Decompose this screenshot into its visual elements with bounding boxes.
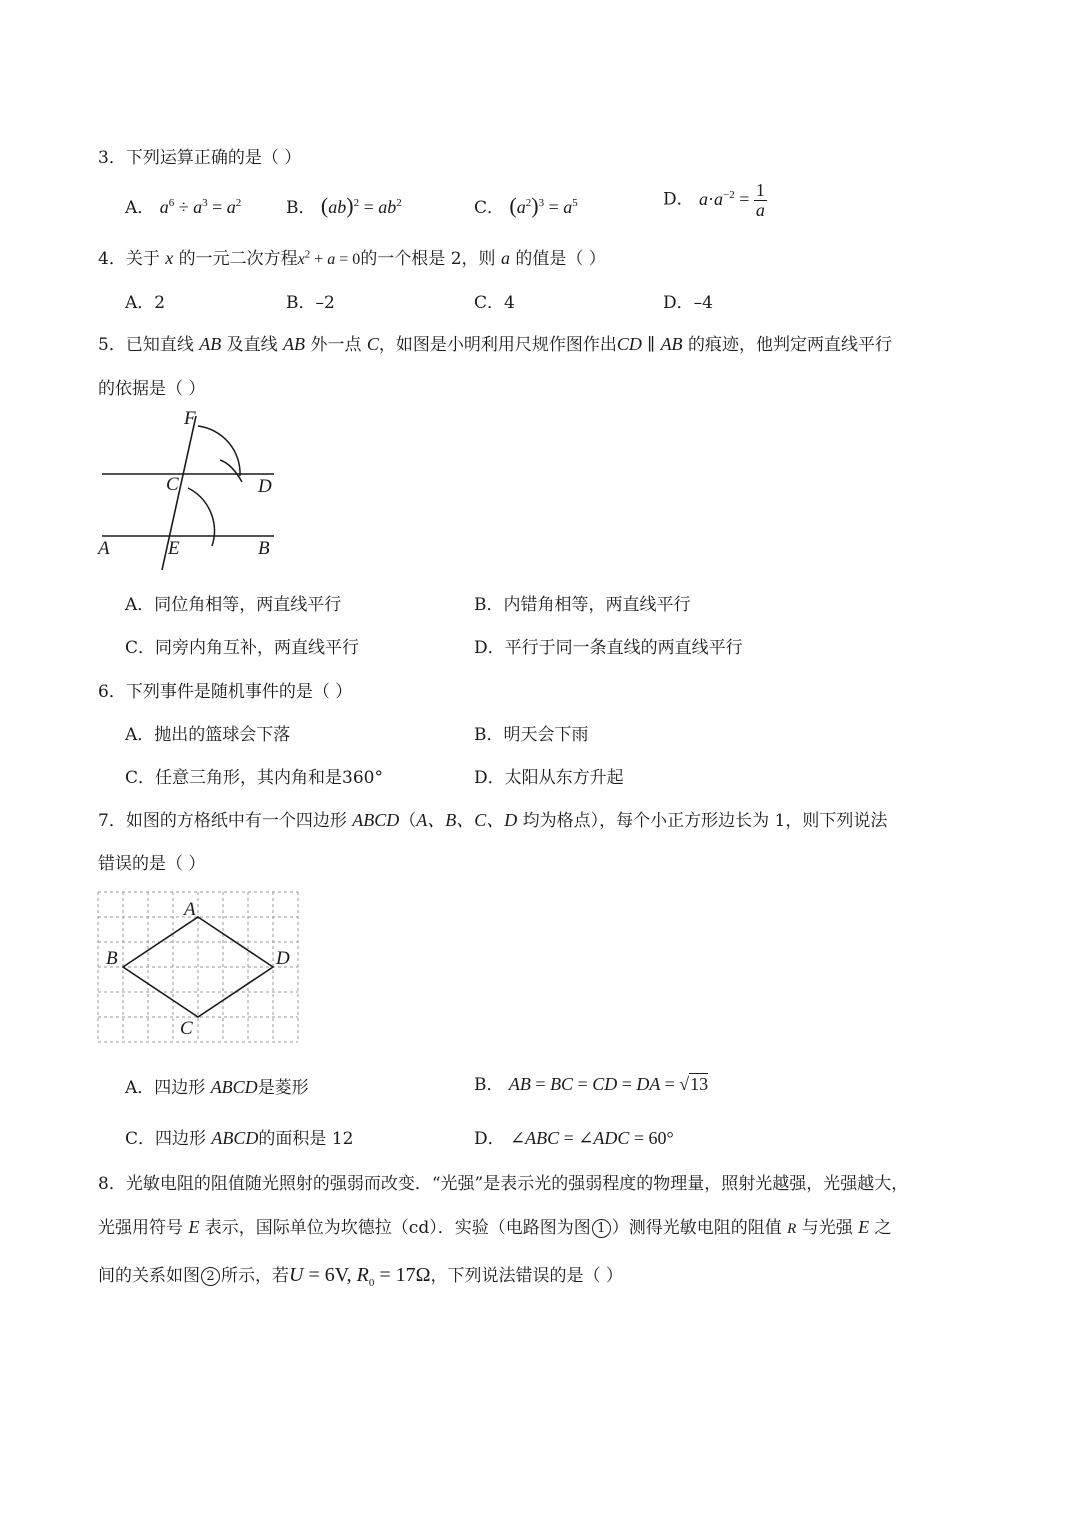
q8-circled-2: 2 — [201, 1267, 220, 1286]
q3-option-d-label: D． — [663, 189, 694, 210]
q5-option-d: D．平行于同一条直线的两直线平行 — [474, 638, 743, 658]
q3-option-b — [286, 193, 402, 219]
q7-option-a-text-2: 是菱形 — [257, 1078, 309, 1098]
q3-option-c — [474, 193, 578, 219]
q5-stem-line1 — [98, 330, 892, 355]
q3-option-b-expr: $(ab)^2 = ab^2$ — [320, 193, 402, 218]
q4-option-d: D．–4 — [663, 293, 713, 313]
q3-stem: 3．下列运算正确的是（ ） — [98, 148, 302, 168]
q7-stem-line2: 错误的是（ ） — [98, 854, 206, 874]
q8-text-1: 光强用符号 — [98, 1218, 189, 1238]
q7-option-c-text-2: 的面积是 12 — [258, 1129, 354, 1149]
fraction-one-over-a: $\frac{1}{a}$ — [755, 180, 765, 220]
q6-stem: 6．下列事件是随机事件的是（ ） — [98, 682, 353, 702]
q4-var-x: x — [165, 248, 174, 268]
q4-text-4: 的值是（ ） — [509, 249, 606, 269]
q3-option-c-expr: $(a^2)^3 = a^5$ — [509, 193, 578, 218]
q7-points: A、B、C、D — [416, 810, 518, 830]
q5-parallel-sign: ∥ — [641, 335, 661, 355]
q3-option-c-label: C． — [474, 198, 505, 218]
q7-option-a-text-1: A．四边形 — [125, 1078, 211, 1098]
q7-option-a-abcd: ABCD — [210, 1077, 258, 1097]
arc-upper — [198, 426, 240, 476]
label-f: F — [184, 408, 196, 429]
grid-lines — [98, 892, 298, 1042]
q4-var-a: a — [500, 248, 510, 268]
q3-option-d — [663, 181, 767, 220]
q3-option-d-expr: $a\cdot a^{-2}$ = $\frac{1}{a}$ — [699, 180, 765, 220]
label-b: B — [258, 538, 270, 559]
q7-option-d — [474, 1124, 674, 1149]
q6-option-d: D．太阳从东方升起 — [474, 768, 624, 788]
q8-symbol-e-2: E — [858, 1217, 870, 1237]
q4-option-c: C．4 — [474, 293, 515, 313]
q8-symbol-r: R — [787, 1221, 797, 1237]
q5-stem-line2: 的依据是（ ） — [98, 379, 206, 399]
q4-text-2: 的一元二次方程 — [173, 249, 298, 269]
q7-grid-figure — [96, 890, 302, 1044]
label-d: D — [258, 476, 272, 497]
q8-circled-1: 1 — [592, 1219, 611, 1238]
q7-abcd: ABCD — [352, 810, 400, 830]
arc-lower — [188, 488, 214, 546]
q4-equation: $x^2 + a = 0$ — [297, 248, 361, 268]
q4-stem — [98, 244, 606, 269]
q4-option-a: A．2 — [125, 293, 166, 313]
q8-text-5: 之 — [869, 1218, 892, 1238]
q5-text-5: 的痕迹，他判定两直线平行 — [682, 335, 892, 355]
q8-symbol-e-1: E — [188, 1217, 200, 1237]
q8-line3 — [98, 1261, 623, 1287]
q5-ab-1: AB — [199, 334, 222, 354]
q7-text-2: （ — [399, 811, 417, 831]
label-a: A — [98, 538, 110, 559]
q5-text-2: 及直线 — [221, 335, 284, 355]
q3-option-b-label: B． — [286, 198, 316, 218]
q4-option-b: B．–2 — [286, 293, 335, 313]
label-c: C — [166, 474, 179, 495]
q3-option-a-expr: $a^6 \div a^3 = a^2$ — [159, 197, 242, 217]
q5-ab-3: AB — [660, 334, 683, 354]
q8-line1: 8．光敏电阻的阻值随光照射的强弱而改变．“光强”是表示光的强弱程度的物理量，照射光越强，光强越大， — [98, 1174, 909, 1194]
q7-option-d-expr: ∠ABC = ∠ADC = 60° — [510, 1128, 674, 1148]
q7-text-3: 均为格点），每个小正方形边长为 1，则下列说法 — [517, 811, 888, 831]
grid-label-c: C — [180, 1018, 193, 1039]
q8-condition-expr: U = 6V, $R_0 = 17\Omega$ — [289, 1264, 431, 1289]
q7-option-c-abcd: ABCD — [211, 1128, 259, 1148]
q5-cd: CD — [616, 334, 642, 354]
q6-option-b: B．明天会下雨 — [474, 725, 589, 745]
q5-construction-figure — [96, 404, 286, 574]
q7-option-b-label: B． — [474, 1075, 504, 1095]
q8-text-2: 表示，国际单位为坎德拉（cd）．实验（电路图为图 — [199, 1218, 591, 1238]
q5-text-1: 5．已知直线 — [98, 335, 200, 355]
q5-point-c: C — [366, 334, 379, 354]
q6-option-c: C．任意三角形，其内角和是360° — [125, 768, 383, 788]
q8-text-3: ）测得光敏电阻的阻值 — [611, 1218, 788, 1238]
q5-option-a: A．同位角相等，两直线平行 — [125, 595, 342, 615]
q5-option-c: C．同旁内角互补，两直线平行 — [125, 638, 360, 658]
q4-text-1: 4．关于 — [98, 249, 166, 269]
q7-option-b-expr: AB = BC = CD = DA = √13 — [508, 1074, 709, 1094]
q8-text-4: 与光强 — [796, 1218, 859, 1238]
q4-text-3: 的一个根是 2，则 — [360, 249, 501, 269]
q7-text-1: 7．如图的方格纸中有一个四边形 — [98, 811, 353, 831]
q8-text-7: 所示，若 — [221, 1266, 289, 1286]
q6-option-a: A．抛出的篮球会下落 — [125, 725, 291, 745]
q7-stem-line1 — [98, 806, 887, 832]
q3-option-a-label: A． — [125, 198, 155, 218]
q8-text-6: 间的关系如图 — [98, 1266, 200, 1286]
q7-option-b — [474, 1070, 708, 1095]
q8-line2 — [98, 1213, 892, 1238]
q5-option-b: B．内错角相等，两直线平行 — [474, 595, 691, 615]
grid-label-b: B — [106, 948, 118, 969]
q5-text-4: ，如图是小明利用尺规作图作出 — [378, 335, 617, 355]
q7-option-c-text-1: C．四边形 — [125, 1129, 212, 1149]
label-e: E — [168, 538, 180, 559]
grid-label-d: D — [276, 948, 290, 969]
q3-option-a — [125, 193, 241, 218]
q8-text-8: ，下列说法错误的是（ ） — [430, 1266, 623, 1286]
q7-option-c — [125, 1124, 353, 1149]
q7-option-a — [125, 1073, 309, 1098]
q7-option-d-label: D． — [474, 1129, 505, 1149]
grid-label-a: A — [184, 899, 196, 920]
sqrt-13: √13 — [679, 1074, 709, 1094]
q5-text-3: 外一点 — [305, 335, 367, 355]
q5-ab-2: AB — [283, 334, 306, 354]
